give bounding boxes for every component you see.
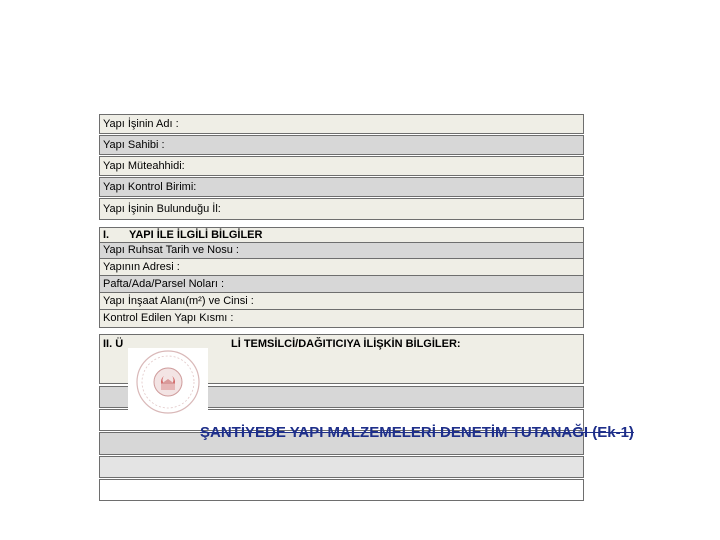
section2-row bbox=[99, 479, 584, 501]
ministry-seal-icon bbox=[128, 348, 208, 416]
parcel-label: Pafta/Ada/Parsel Noları : bbox=[103, 277, 225, 290]
section1-heading bbox=[99, 227, 584, 243]
section2-title-end: Lİ TEMSİLCİ/DAĞITICIYA İLİŞKİN BİLGİLER: bbox=[231, 338, 461, 350]
section1-number: I. bbox=[103, 228, 110, 241]
inspection-unit-row bbox=[99, 177, 584, 197]
section1-row bbox=[99, 310, 584, 328]
section2-row bbox=[99, 456, 584, 478]
contractor-label: Yapı Müteahhidi: bbox=[103, 159, 185, 172]
section1-row bbox=[99, 259, 584, 276]
project-owner-label: Yapı Sahibi : bbox=[103, 138, 165, 151]
province-row bbox=[99, 198, 584, 220]
document-title: ŞANTİYEDE YAPI MALZEMELERİ DENETİM TUTANAĞI (Ek-1) bbox=[200, 424, 634, 441]
inspection-unit-label: Yapı Kontrol Birimi: bbox=[103, 180, 197, 193]
province-label: Yapı İşinin Bulunduğu İl: bbox=[103, 202, 221, 215]
contractor-row bbox=[99, 156, 584, 176]
section1-row bbox=[99, 243, 584, 259]
section1-row bbox=[99, 276, 584, 293]
construction-area-label: Yapı İnşaat Alanı(m²) ve Cinsi : bbox=[103, 294, 254, 307]
permit-label: Yapı Ruhsat Tarih ve Nosu : bbox=[103, 244, 239, 256]
section2-title-start: II. Ü bbox=[103, 338, 124, 350]
address-label: Yapının Adresi : bbox=[103, 260, 180, 273]
project-owner-row bbox=[99, 135, 584, 155]
section1-title: YAPI İLE İLGİLİ BİLGİLER bbox=[129, 228, 263, 241]
inspected-part-label: Kontrol Edilen Yapı Kısmı : bbox=[103, 312, 234, 324]
section1-row bbox=[99, 293, 584, 310]
project-name-row bbox=[99, 114, 584, 134]
project-name-label: Yapı İşinin Adı : bbox=[103, 117, 179, 130]
